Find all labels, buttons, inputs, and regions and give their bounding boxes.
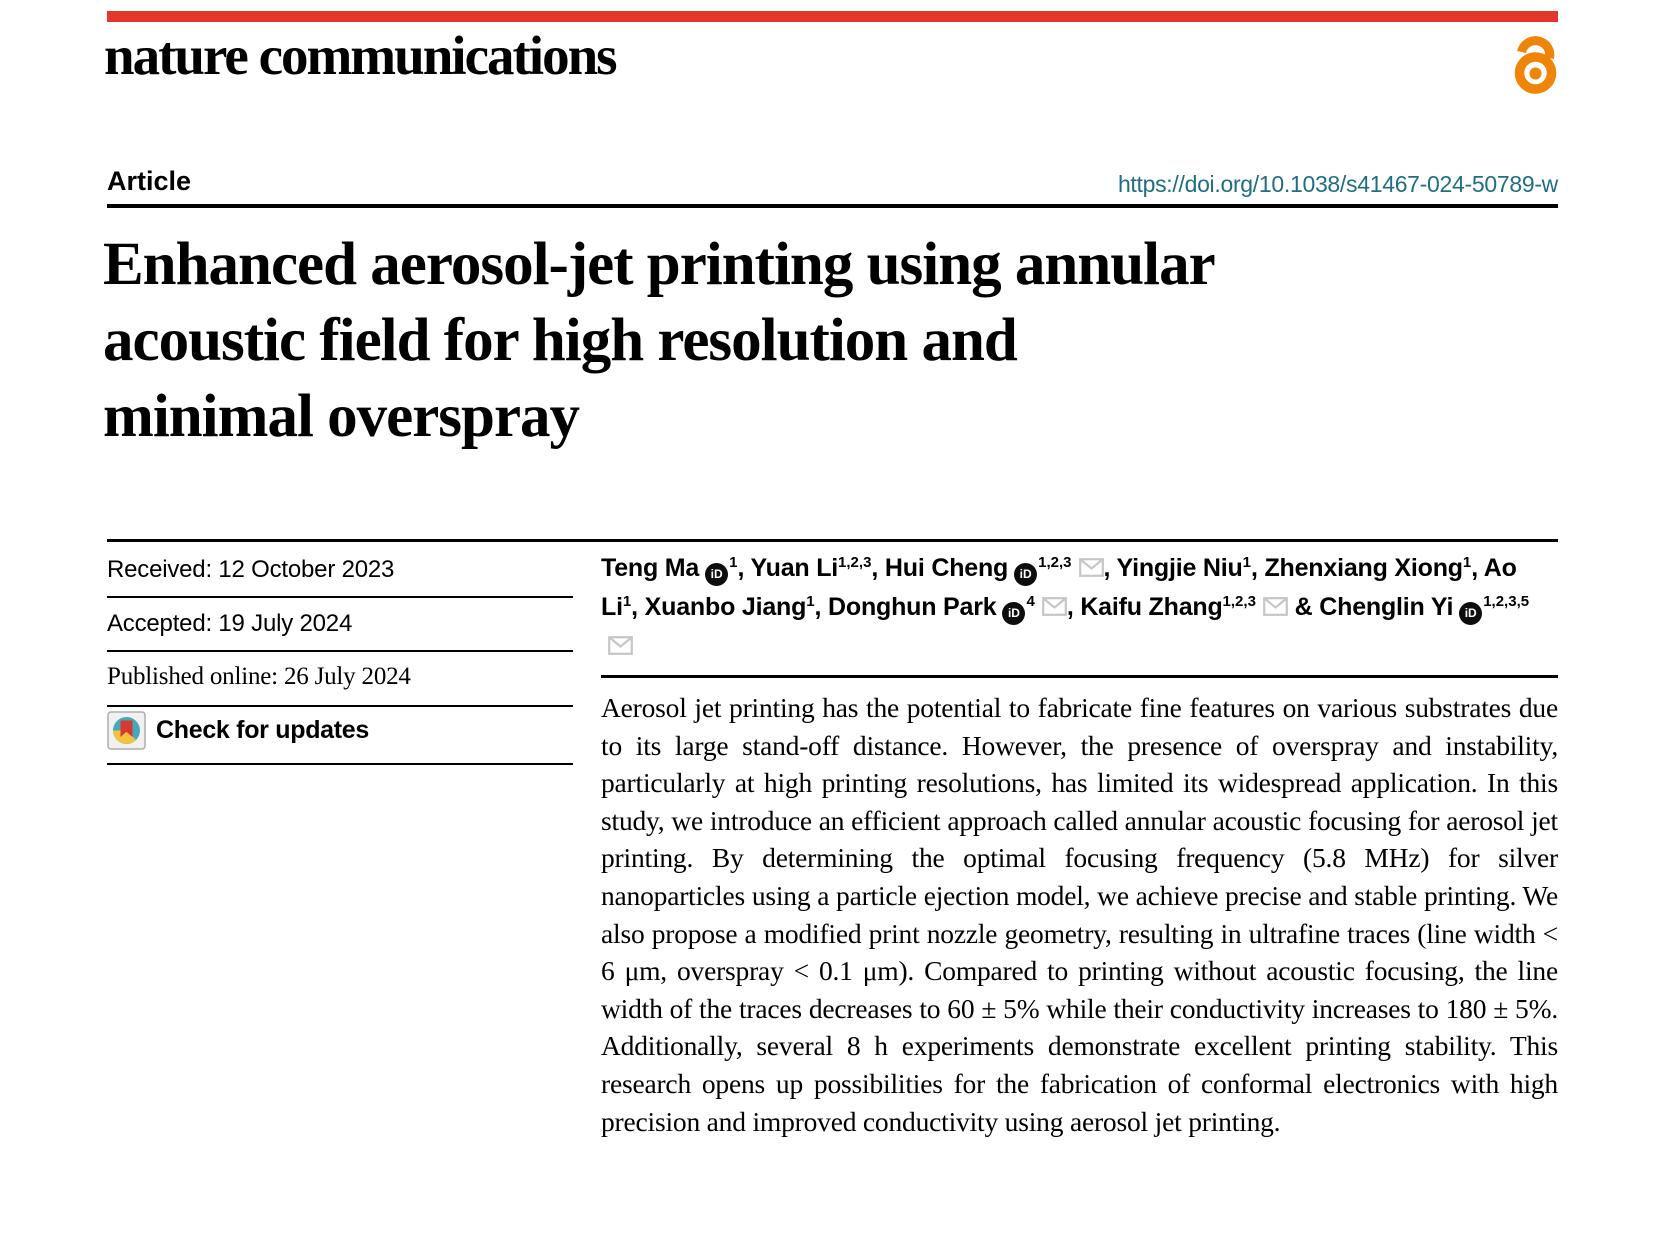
author: Ao Li$^1$ (601, 554, 1517, 621)
doi-link[interactable]: https://doi.org/10.1038/s41467-024-50789-w (1117, 171, 1558, 197)
title-line-1: Enhanced aerosol-jet printing using annular (103, 231, 1215, 298)
divider-after-accepted (107, 650, 573, 652)
orcid-icon[interactable]: iD (1002, 602, 1025, 625)
divider-after-received (107, 596, 573, 598)
abstract-rule (601, 675, 1558, 678)
author: Xuanbo Jiang$^1$ (644, 593, 815, 621)
check-for-updates-button[interactable] (107, 711, 369, 750)
author: Teng Ma $iD^1$ (601, 554, 737, 582)
received-date: Received: 12 October 2023 (107, 556, 395, 583)
author: Chenglin Yi iD$^{1,2,3,5}$ (601, 593, 1529, 660)
abstract-text: Aerosol jet printing has the potential to fabricate fine features on various substrates due to its large stand-off distance. However, the presence of overspray and instability, particularly at high printing resolutions, has limited its widespread application. In this study, we introduce an efficient approach called annular acoustic focusing for aerosol jet printing. By determining the optimal focusing frequency (5.8 MHz) for silver nanoparticles using a particle ejection model, we achieve precise and stable printing. We also propose a modified print nozzle geometry, resulting in ultrafine traces (line width < 6 μm, overspray < 0.1 μm). Compared to printing without acoustic focusing, the line width of the traces decreases to 60 ± 5% while their conductivity increases to 180 ± 5%. Additionally, several 8 h experiments demonstrate excellent printing stability. This research opens up possibilities for the fabrication of conformal electronics with high precision and improved conductivity using aerosol jet printing. (601, 692, 1558, 1137)
author: Kaifu Zhang$^{1,2,3}$ (1080, 593, 1288, 621)
open-access-icon (1512, 27, 1559, 96)
orcid-icon[interactable]: iD (1014, 563, 1037, 586)
email-icon[interactable] (1079, 558, 1104, 577)
accepted-date: Accepted: 19 July 2024 (107, 610, 353, 637)
title-line-3: minimal overspray (103, 383, 580, 450)
published-date: Published online: 26 July 2024 (107, 663, 411, 690)
divider-top (107, 539, 1558, 542)
article-type-label: Article (107, 166, 192, 196)
divider-after-published (107, 705, 573, 707)
top-red-bar (107, 11, 1558, 22)
email-icon[interactable] (1263, 597, 1288, 616)
orcid-icon[interactable]: iD (1459, 602, 1482, 625)
author: Zhenxiang Xiong$^1$ (1264, 554, 1472, 582)
author: Yingjie Niu$^1$ (1116, 554, 1251, 582)
journal-logo: nature communications (104, 25, 616, 86)
author-list: Teng Ma $iD^1$, Yuan Li$^{1,2,3}$, Hui Cheng iD$^{1,2,3}$ , Yingjie Niu$^1$, Zhenxiang Xiong$^1$, Ao Li$^1$, Xuanbo Jiang$^1$, Donghun Park $iD^4$ , Kaifu Zhang$^{1,2,3}$ & Chenglin Yi iD$^{1,2,3,5}$ (601, 549, 1559, 666)
email-icon[interactable] (608, 636, 633, 655)
orcid-icon[interactable]: iD (705, 563, 728, 586)
crossmark-icon (107, 711, 146, 750)
author: Hui Cheng iD$^{1,2,3}$ (885, 554, 1104, 582)
email-icon[interactable] (1042, 597, 1067, 616)
divider-after-check (107, 763, 573, 765)
header-rule (107, 204, 1558, 208)
check-for-updates-label: Check for updates (156, 716, 370, 744)
title-line-2: acoustic field for high resolution and (103, 307, 1017, 374)
author: Donghun Park $iD^4$ (828, 593, 1067, 621)
author: Yuan Li$^{1,2,3}$ (750, 554, 872, 582)
page-title (103, 227, 1215, 455)
